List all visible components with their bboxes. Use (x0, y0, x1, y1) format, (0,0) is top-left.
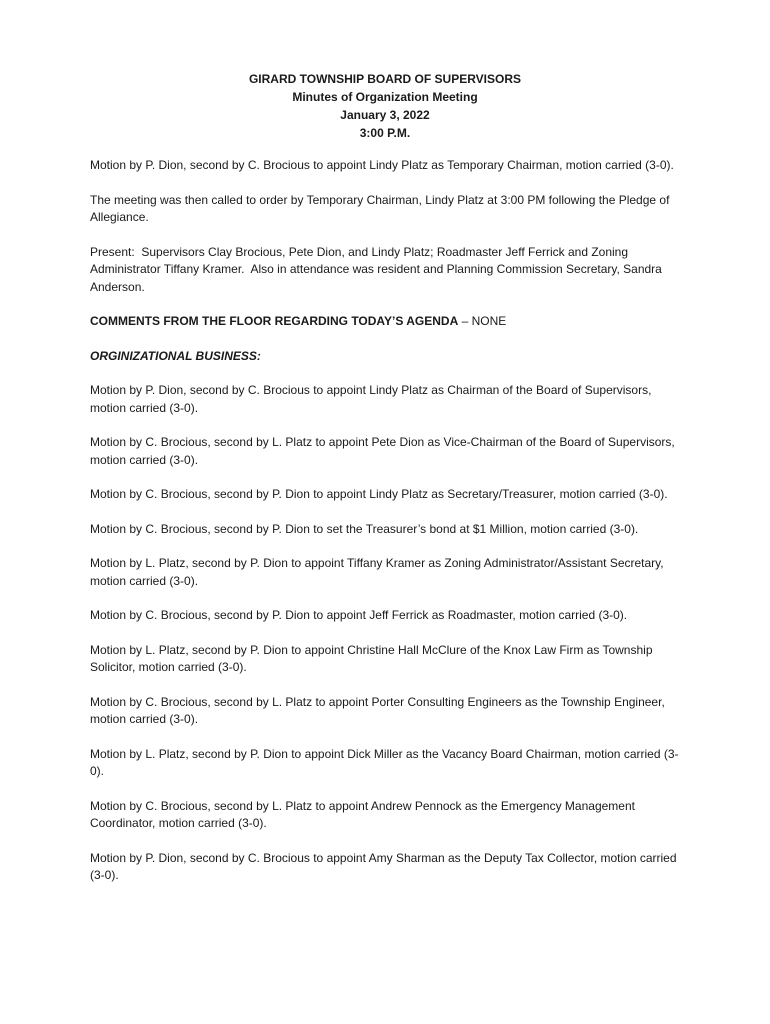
paragraph-attendance: Present: Supervisors Clay Brocious, Pete Dion, and Lindy Platz; Roadmaster Jeff Ferrick and Zoning Administrator Tiffany Kramer. Also in attendance was resident and Planning Commission Secretary, Sandra Anderson. (90, 244, 665, 294)
organizational-business-heading: ORGINIZATIONAL BUSINESS: (90, 348, 261, 363)
document-header (0, 70, 770, 142)
motion-item: Motion by L. Platz, second by P. Dion to appoint Dick Miller as the Vacancy Board Chairman, motion carried (3-0). (90, 746, 679, 778)
motion-item: Motion by P. Dion, second by C. Brocious to appoint Amy Sharman as the Deputy Tax Collector, motion carried (3-0). (90, 850, 680, 882)
comments-heading-label: COMMENTS FROM THE FLOOR REGARDING TODAY’S AGENDA (90, 314, 459, 328)
document-body (90, 157, 690, 902)
comments-heading-value: – NONE (458, 314, 507, 328)
header-meeting-title: Minutes of Organization Meeting (292, 90, 478, 104)
motion-item: Motion by L. Platz, second by P. Dion to appoint Christine Hall McClure of the Knox Law Firm as Township Solicitor, motion carried (3-0). (90, 642, 656, 674)
motion-item: Motion by C. Brocious, second by L. Platz to appoint Pete Dion as Vice-Chairman of the Board of Supervisors, motion carried (3-0). (90, 435, 679, 467)
motion-item: Motion by C. Brocious, second by L. Platz to appoint Porter Consulting Engineers as the Township Engineer, motion carried (3-0). (90, 694, 669, 726)
header-time: 3:00 P.M. (359, 126, 411, 140)
motion-item: Motion by C. Brocious, second by P. Dion to set the Treasurer’s bond at $1 Million, motion carried (3-0). (90, 521, 639, 536)
motion-item: Motion by C. Brocious, second by P. Dion to appoint Lindy Platz as Secretary/Treasurer, motion carried (3-0). (90, 487, 668, 501)
header-organization: GIRARD TOWNSHIP BOARD OF SUPERVISORS (248, 72, 522, 86)
motion-item: Motion by C. Brocious, second by P. Dion to appoint Jeff Ferrick as Roadmaster, motion carried (3-0). (90, 608, 628, 622)
header-date: January 3, 2022 (340, 108, 430, 122)
motion-item: Motion by C. Brocious, second by L. Platz to appoint Andrew Pennock as the Emergency Management Coordinator, motion carried (3-0). (90, 798, 639, 830)
paragraph-call-to-order: The meeting was then called to order by Temporary Chairman, Lindy Platz at 3:00 PM following the Pledge of Allegiance. (90, 192, 673, 224)
paragraph-temporary-chairman: Motion by P. Dion, second by C. Brocious to appoint Lindy Platz as Temporary Chairman, motion carried (3-0). (90, 158, 674, 172)
motion-item: Motion by P. Dion, second by C. Brocious to appoint Lindy Platz as Chairman of the Board of Supervisors, motion carried (3-0). (90, 383, 655, 415)
comments-heading (90, 313, 690, 331)
motion-item: Motion by L. Platz, second by P. Dion to appoint Tiffany Kramer as Zoning Administrator/Assistant Secretary, motion carried (3-0). (90, 556, 667, 588)
